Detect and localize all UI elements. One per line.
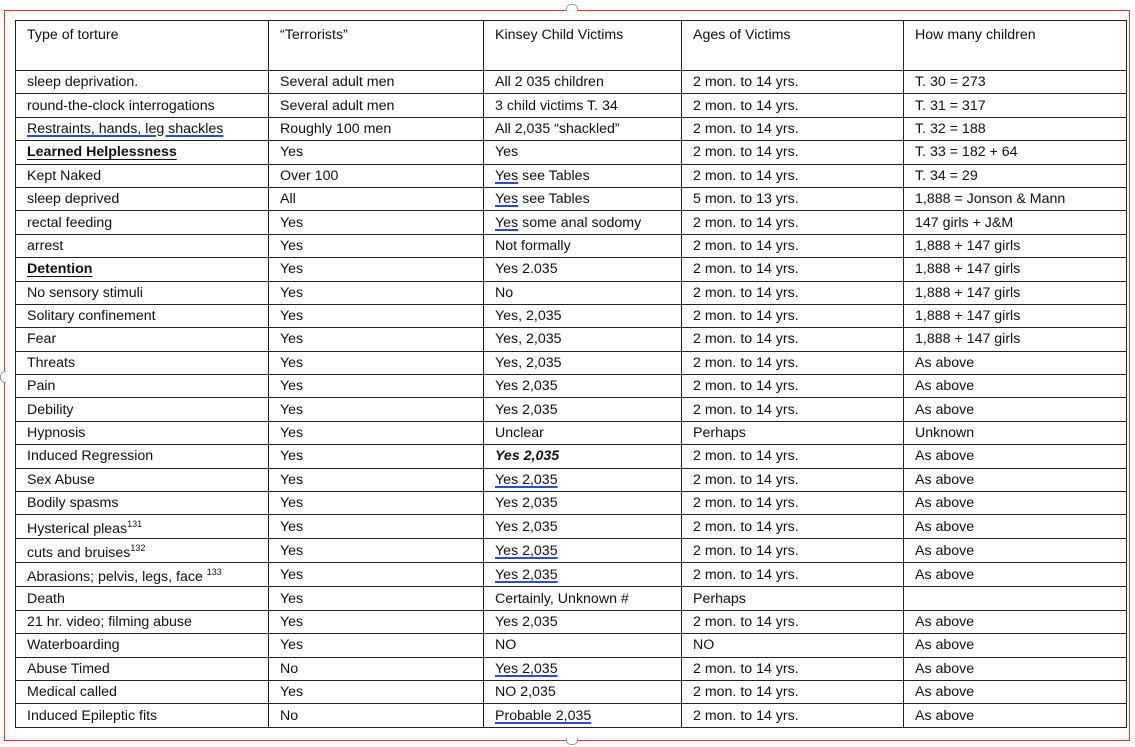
cell-ages: 2 mon. to 14 yrs. [682, 281, 904, 304]
cell-count: As above [904, 563, 1127, 587]
cell-victims-yes: Yes [495, 214, 519, 231]
cell-victims: No [484, 281, 682, 304]
cell-victims [484, 468, 682, 491]
cell-type-text: Abrasions; pelvis, legs, face [27, 569, 207, 586]
cell-ages: 2 mon. to 14 yrs. [682, 304, 904, 327]
cell-terrorists: Yes [269, 281, 484, 304]
header-kinsey-victims: Kinsey Child Victims [484, 21, 682, 71]
table-row [16, 634, 1127, 657]
cell-victims: NO 2,035 [484, 680, 682, 703]
table-row [16, 610, 1127, 633]
cell-terrorists: Yes [269, 634, 484, 657]
cell-type: Debility [16, 398, 269, 421]
cell-type: Medical called [16, 680, 269, 703]
cell-ages: NO [682, 634, 904, 657]
cell-count: 1,888 + 147 girls [904, 258, 1127, 281]
torture-comparison-table [15, 20, 1127, 728]
cell-count: As above [904, 468, 1127, 491]
cell-victims: NO [484, 634, 682, 657]
cell-ages: 2 mon. to 14 yrs. [682, 398, 904, 421]
cell-terrorists: Yes [269, 398, 484, 421]
cell-ages: 2 mon. to 14 yrs. [682, 351, 904, 374]
cell-ages: 2 mon. to 14 yrs. [682, 375, 904, 398]
cell-type: Pain [16, 375, 269, 398]
header-how-many: How many children [904, 21, 1127, 71]
cell-victims [484, 211, 682, 234]
cell-type: Abuse Timed [16, 657, 269, 680]
table-row [16, 258, 1127, 281]
table-row [16, 117, 1127, 140]
cell-count: T. 30 = 273 [904, 71, 1127, 94]
cell-victims: Yes 2,035 [484, 492, 682, 515]
cell-type: No sensory stimuli [16, 281, 269, 304]
cell-ages: 2 mon. to 14 yrs. [682, 445, 904, 468]
table-row [16, 704, 1127, 727]
table-row [16, 187, 1127, 210]
table-row [16, 328, 1127, 351]
cell-victims [484, 563, 682, 587]
cell-type: 21 hr. video; filming abuse [16, 610, 269, 633]
cell-count: As above [904, 680, 1127, 703]
cell-type [16, 563, 269, 587]
cell-victims: Yes, 2,035 [484, 304, 682, 327]
cell-terrorists: Several adult men [269, 71, 484, 94]
table-row [16, 141, 1127, 164]
cell-count: As above [904, 539, 1127, 563]
cell-type-text: Restraints, hands, leg shackles [27, 120, 224, 137]
resize-handle-top[interactable] [566, 4, 578, 11]
cell-victims-text: Yes 2,035 [495, 448, 560, 465]
cell-count: 147 girls + J&M [904, 211, 1127, 234]
cell-terrorists: Yes [269, 610, 484, 633]
cell-terrorists: Yes [269, 468, 484, 491]
cell-count: T. 31 = 317 [904, 94, 1127, 117]
cell-type: Waterboarding [16, 634, 269, 657]
cell-count: As above [904, 634, 1127, 657]
cell-count: As above [904, 610, 1127, 633]
cell-count: As above [904, 515, 1127, 539]
cell-victims: All 2 035 children [484, 71, 682, 94]
cell-victims-text: Yes 2,035 [495, 542, 558, 559]
cell-victims-text: Probable 2,035 [495, 707, 592, 724]
cell-ages: 2 mon. to 14 yrs. [682, 258, 904, 281]
table-row [16, 351, 1127, 374]
cell-count: As above [904, 351, 1127, 374]
cell-ages: 2 mon. to 14 yrs. [682, 610, 904, 633]
cell-ages: Perhaps [682, 587, 904, 610]
cell-count: 1,888 + 147 girls [904, 328, 1127, 351]
cell-type: sleep deprived [16, 187, 269, 210]
cell-ages: 2 mon. to 14 yrs. [682, 211, 904, 234]
cell-terrorists: Several adult men [269, 94, 484, 117]
cell-type [16, 515, 269, 539]
cell-terrorists: Yes [269, 680, 484, 703]
cell-terrorists: All [269, 187, 484, 210]
cell-victims [484, 704, 682, 727]
cell-terrorists: Yes [269, 515, 484, 539]
cell-victims: Yes [484, 141, 682, 164]
header-terrorists: “Terrorists” [269, 21, 484, 71]
cell-type: Fear [16, 328, 269, 351]
cell-ages: 2 mon. to 14 yrs. [682, 117, 904, 140]
cell-victims: Yes 2,035 [484, 515, 682, 539]
cell-terrorists: Yes [269, 539, 484, 563]
table-row [16, 445, 1127, 468]
cell-type [16, 117, 269, 140]
cell-type: Kept Naked [16, 164, 269, 187]
cell-ages: 2 mon. to 14 yrs. [682, 328, 904, 351]
cell-ages: 2 mon. to 14 yrs. [682, 492, 904, 515]
cell-ages: 2 mon. to 14 yrs. [682, 657, 904, 680]
cell-type: Sex Abuse [16, 468, 269, 491]
cell-terrorists: Yes [269, 328, 484, 351]
cell-ages: Perhaps [682, 421, 904, 444]
cell-terrorists: Yes [269, 258, 484, 281]
table-row [16, 657, 1127, 680]
footnote-marker: 131 [127, 519, 143, 530]
table-row [16, 563, 1127, 587]
cell-victims: Yes, 2,035 [484, 328, 682, 351]
table-row [16, 680, 1127, 703]
cell-terrorists: Over 100 [269, 164, 484, 187]
cell-terrorists: Roughly 100 men [269, 117, 484, 140]
cell-victims: Unclear [484, 421, 682, 444]
header-row [16, 21, 1127, 71]
cell-count: As above [904, 445, 1127, 468]
cell-count: T. 34 = 29 [904, 164, 1127, 187]
cell-victims-yes: Yes [495, 167, 519, 184]
cell-terrorists: No [269, 704, 484, 727]
header-ages: Ages of Victims [682, 21, 904, 71]
cell-terrorists: Yes [269, 563, 484, 587]
cell-type: sleep deprivation. [16, 71, 269, 94]
cell-count: As above [904, 375, 1127, 398]
cell-victims-rest: see Tables [518, 167, 590, 184]
cell-ages: 2 mon. to 14 yrs. [682, 94, 904, 117]
cell-terrorists: Yes [269, 304, 484, 327]
cell-victims-rest: some anal sodomy [518, 214, 642, 231]
cell-count: As above [904, 704, 1127, 727]
cell-count: As above [904, 657, 1127, 680]
cell-ages: 2 mon. to 14 yrs. [682, 539, 904, 563]
footnote-marker: 133 [206, 567, 222, 578]
cell-ages: 2 mon. to 14 yrs. [682, 680, 904, 703]
cell-type: Induced Regression [16, 445, 269, 468]
cell-count: 1,888 + 147 girls [904, 281, 1127, 304]
cell-ages: 2 mon. to 14 yrs. [682, 141, 904, 164]
cell-victims-yes: Yes [495, 191, 519, 208]
cell-victims: 3 child victims T. 34 [484, 94, 682, 117]
cell-type [16, 141, 269, 164]
cell-type-text: Learned Helplessness [27, 144, 177, 161]
table-row [16, 375, 1127, 398]
cell-victims-text: Yes 2,035 [495, 471, 558, 488]
cell-terrorists: Yes [269, 141, 484, 164]
cell-victims: Yes 2.035 [484, 258, 682, 281]
cell-victims: Yes 2,035 [484, 398, 682, 421]
cell-victims [484, 187, 682, 210]
cell-count [904, 587, 1127, 610]
cell-terrorists: Yes [269, 587, 484, 610]
cell-type [16, 539, 269, 563]
cell-victims: Yes 2,035 [484, 375, 682, 398]
cell-ages: 2 mon. to 14 yrs. [682, 468, 904, 491]
cell-type-text: cuts and bruises [27, 545, 131, 562]
cell-type-text: Hysterical pleas [27, 521, 128, 538]
table-row [16, 421, 1127, 444]
cell-type-text: Detention [27, 261, 93, 278]
cell-terrorists: Yes [269, 421, 484, 444]
cell-type: Death [16, 587, 269, 610]
table-row [16, 492, 1127, 515]
cell-type: rectal feeding [16, 211, 269, 234]
cell-terrorists: Yes [269, 211, 484, 234]
cell-victims: All 2,035 “shackled” [484, 117, 682, 140]
cell-ages: 2 mon. to 14 yrs. [682, 71, 904, 94]
cell-terrorists: Yes [269, 234, 484, 257]
footnote-marker: 132 [130, 543, 146, 554]
table-row [16, 304, 1127, 327]
cell-victims-text: Yes 2,035 [495, 660, 558, 677]
table-row [16, 164, 1127, 187]
cell-terrorists: Yes [269, 351, 484, 374]
cell-terrorists: Yes [269, 492, 484, 515]
cell-victims [484, 539, 682, 563]
cell-type: Solitary confinement [16, 304, 269, 327]
resize-handle-left[interactable] [0, 371, 6, 383]
cell-ages: 5 mon. to 13 yrs. [682, 187, 904, 210]
cell-ages: 2 mon. to 14 yrs. [682, 234, 904, 257]
cell-victims-rest: see Tables [518, 191, 590, 208]
table-row [16, 398, 1127, 421]
cell-count: As above [904, 398, 1127, 421]
table-row [16, 234, 1127, 257]
cell-count: As above [904, 492, 1127, 515]
table-row [16, 515, 1127, 539]
cell-type: round-the-clock interrogations [16, 94, 269, 117]
cell-count: Unknown [904, 421, 1127, 444]
cell-type: Threats [16, 351, 269, 374]
cell-ages: 2 mon. to 14 yrs. [682, 515, 904, 539]
header-type: Type of torture [16, 21, 269, 71]
table-row [16, 94, 1127, 117]
table-row [16, 539, 1127, 563]
cell-count: T. 32 = 188 [904, 117, 1127, 140]
table-row [16, 468, 1127, 491]
cell-victims: Not formally [484, 234, 682, 257]
cell-ages: 2 mon. to 14 yrs. [682, 164, 904, 187]
resize-handle-bottom[interactable] [566, 738, 578, 745]
cell-ages: 2 mon. to 14 yrs. [682, 563, 904, 587]
cell-ages: 2 mon. to 14 yrs. [682, 704, 904, 727]
table-row [16, 587, 1127, 610]
cell-type: arrest [16, 234, 269, 257]
table-row [16, 281, 1127, 304]
cell-terrorists: Yes [269, 445, 484, 468]
cell-victims-text: Yes 2,035 [495, 566, 558, 583]
cell-count: T. 33 = 182 + 64 [904, 141, 1127, 164]
cell-type: Hypnosis [16, 421, 269, 444]
cell-victims: Yes 2,035 [484, 610, 682, 633]
cell-victims [484, 445, 682, 468]
cell-victims: Certainly, Unknown # [484, 587, 682, 610]
cell-type: Bodily spasms [16, 492, 269, 515]
cell-victims [484, 657, 682, 680]
table-row [16, 211, 1127, 234]
cell-count: 1,888 + 147 girls [904, 234, 1127, 257]
cell-type [16, 258, 269, 281]
cell-terrorists: No [269, 657, 484, 680]
cell-terrorists: Yes [269, 375, 484, 398]
cell-victims [484, 164, 682, 187]
cell-type: Induced Epileptic fits [16, 704, 269, 727]
table-row [16, 71, 1127, 94]
cell-count: 1,888 + 147 girls [904, 304, 1127, 327]
cell-count: 1,888 = Jonson & Mann [904, 187, 1127, 210]
cell-victims: Yes, 2,035 [484, 351, 682, 374]
